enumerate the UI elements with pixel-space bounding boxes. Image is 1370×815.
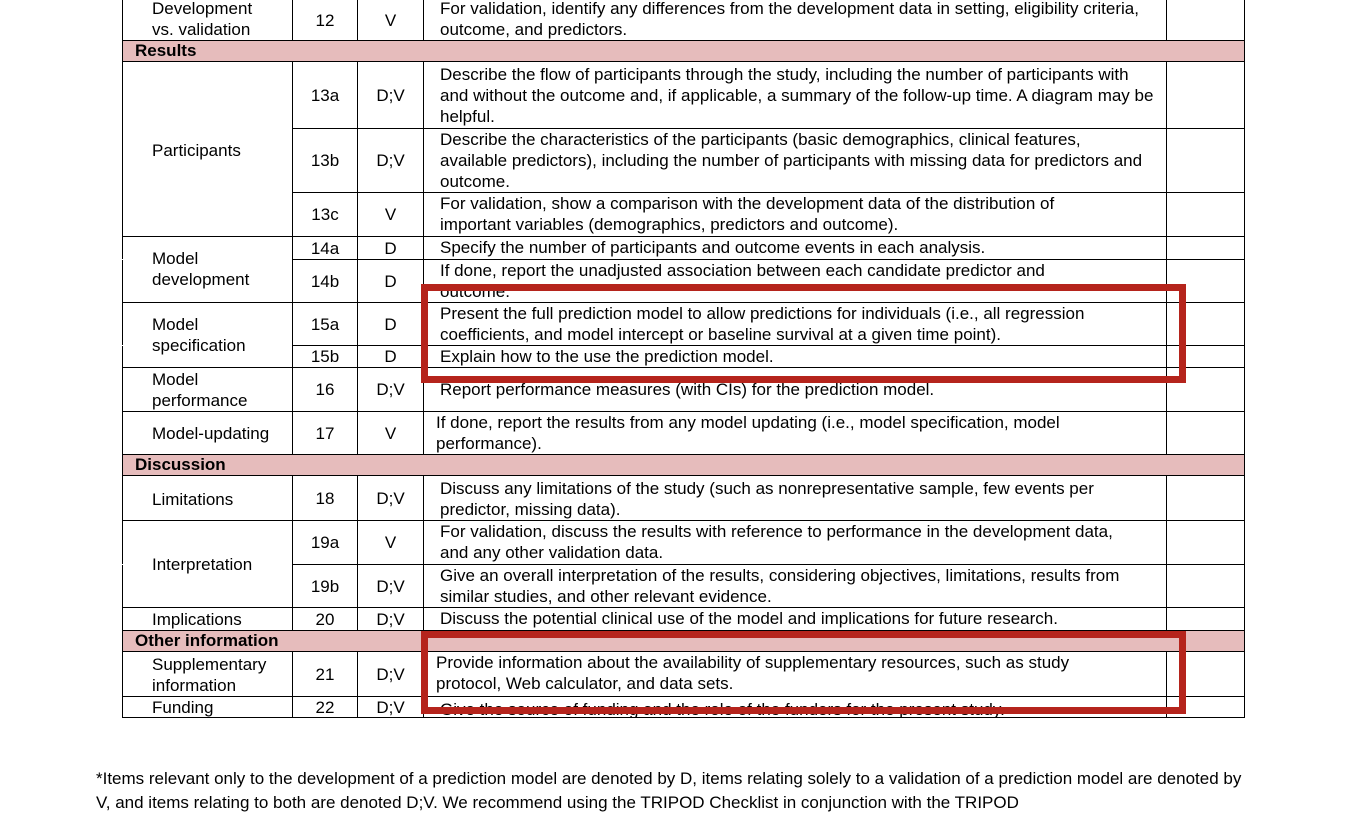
table-row [122,412,1245,454]
section-discussion: Discussion [122,454,1245,476]
item-number: 15b [292,346,358,367]
item-description: Describe the characteristics of the participants (basic demographics, clinical features, available predictors), including the number of participants with missing data for predictors and outcome. [423,128,1167,192]
item-description: Explain how to the use the prediction model. [423,346,1167,367]
topic-implications: Implications [152,610,242,629]
item-number: 19a [292,521,358,564]
item-number: 13c [292,192,358,236]
item-description: Discuss the potential clinical use of the model and implications for future research. [423,608,1167,630]
item-dv: D [357,260,424,302]
table-row [122,608,1245,630]
item-description: For validation, show a comparison with the development data of the distribution of important variables (demographics, predictors and outcome). [423,192,1167,236]
item-description: Provide information about the availability of supplementary resources, such as study protocol, Web calculator, and data sets. [423,652,1167,696]
item-number: 15a [292,303,358,345]
item-description: Give the source of funding and the role of the funders for the present study. [423,697,1167,717]
item-description: Report performance measures (with CIs) for the prediction model. [423,368,1167,411]
item-description: Describe the flow of participants through the study, including the number of participants with and without the outcome and, if applicable, a summary of the follow-up time. A diagram may be helpful. [423,62,1167,128]
item-dv: D;V [357,565,424,607]
topic-model-updating: Model-updating [152,424,270,443]
section-results: Results [122,40,1245,62]
highlight-box-supplementary [421,631,1186,714]
topic-participants: Participants [152,141,241,160]
topic-model-development: Model development [152,249,250,289]
item-number: 13b [292,128,358,192]
topic-limitations: Limitations [152,490,234,509]
item-number: 18 [292,476,358,520]
item-number: 19b [292,565,358,607]
item-dv: V [357,0,424,41]
item-dv: D [357,346,424,367]
highlight-box-model-specification [421,284,1186,383]
topic-interpretation: Interpretation [152,555,253,574]
item-description: Discuss any limitations of the study (such as nonrepresentative sample, few events per predictor, missing data). [423,476,1167,520]
item-description: For validation, identify any differences from the development data in setting, eligibility criteria, outcome, and predictors. [423,0,1167,41]
item-dv: V [357,412,424,454]
topic-model-performance: Model performance [152,370,248,410]
topic-development: Development vs. validation [152,0,253,39]
item-description: Specify the number of participants and outcome events in each analysis. [423,237,1167,259]
item-number: 13a [292,62,358,128]
item-dv: V [357,521,424,564]
item-number: 22 [292,697,358,717]
table-row [122,62,1245,128]
topic-supplementary: Supplementary information [152,655,267,695]
table-row [122,0,1245,41]
table-row [122,237,1245,259]
item-dv: D;V [357,62,424,128]
section-other-information: Other information [122,630,1245,652]
item-number: 17 [292,412,358,454]
table-row [122,476,1245,520]
item-dv: D;V [357,128,424,192]
item-description: Present the full prediction model to allow predictions for individuals (i.e., all regression coefficients, and model intercept or baseline survival at a given time point). [423,303,1167,345]
item-description: If done, report the unadjusted association between each candidate predictor and outcome. [423,260,1167,302]
item-dv: D;V [357,368,424,411]
item-number: 20 [292,608,358,630]
table-row [122,128,1245,192]
table-row [122,521,1245,564]
item-dv: D [357,237,424,259]
item-number: 16 [292,368,358,411]
page-cell [1166,0,1245,41]
item-dv: D;V [357,652,424,696]
item-description: Give an overall interpretation of the results, considering objectives, limitations, results from similar studies, and other relevant evidence. [423,565,1167,607]
item-dv: D;V [357,608,424,630]
item-description: For validation, discuss the results with reference to performance in the development data, and any other validation data. [423,521,1167,564]
item-number: 12 [292,0,358,41]
table-row [122,192,1245,236]
footnote: *Items relevant only to the development of a prediction model are denoted by D, items relating solely to a validation of a prediction model are denoted by V, and items relating to both are denoted D;V. We recommend using the TRIPOD Checklist in conjunction with the TRIPOD [96,769,1242,812]
table-row [122,565,1245,607]
item-description: If done, report the results from any model updating (i.e., model specification, model performance). [423,412,1167,454]
topic-model-specification: Model specification [152,315,246,355]
item-dv: D;V [357,476,424,520]
item-number: 14b [292,260,358,302]
item-dv: V [357,192,424,236]
item-dv: D [357,303,424,345]
item-number: 21 [292,652,358,696]
item-dv: D;V [357,697,424,717]
item-number: 14a [292,237,358,259]
topic-funding: Funding [152,698,214,717]
